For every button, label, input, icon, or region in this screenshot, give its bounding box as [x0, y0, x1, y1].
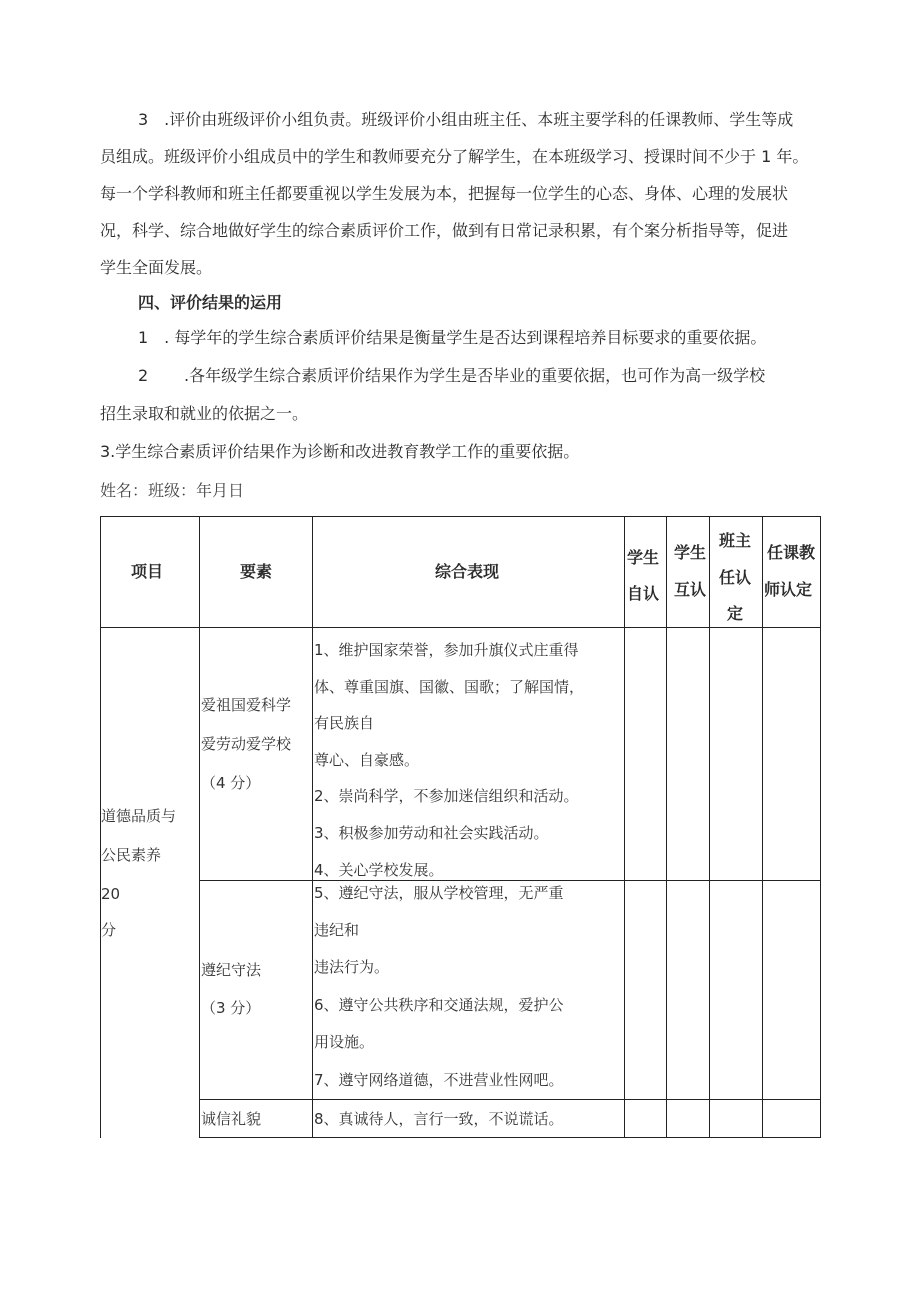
performance-line: 违纪和	[314, 921, 360, 939]
header-self-assessment-line-1: 学生	[627, 548, 660, 567]
performance-line: 4、关心学校发展。	[314, 861, 444, 879]
header-subject-teacher-line-1: 任课教	[767, 543, 816, 562]
result-item-2-number: 2	[138, 366, 149, 385]
header-self-assessment-line-2: 自认	[627, 584, 660, 603]
header-item: 项目	[131, 562, 164, 581]
paragraph-3-line-2: 员组成。班级评价小组成员中的学生和教师要充分了解学生，在本班级学习、授课时间不少于 1 年。	[100, 147, 809, 166]
header-peer-assessment-line-2: 互认	[674, 580, 707, 599]
header-element: 要素	[240, 562, 273, 581]
element-label: 诚信礼貌	[201, 1110, 262, 1128]
header-subject-teacher-line-2: 师认定	[764, 580, 813, 599]
section-heading: 四、评价结果的运用	[138, 293, 283, 312]
header-peer-assessment-line-1: 学生	[674, 543, 707, 562]
result-item-3: 3.学生综合素质评价结果作为诊断和改进教育教学工作的重要依据。	[100, 442, 580, 461]
performance-line: 5、遵纪守法，服从学校管理，无严重	[314, 884, 564, 902]
performance-line: 用设施。	[314, 1033, 375, 1051]
result-item-1: 1 . 每学年的学生综合素质评价结果是衡量学生是否达到课程培养目标要求的重要依据。	[138, 328, 767, 347]
header-head-teacher-line-2: 任认	[719, 568, 752, 587]
category-label-line-1: 道德品质与	[101, 807, 177, 825]
performance-line: 尊心、自豪感。	[314, 751, 420, 769]
performance-line: 违法行为。	[314, 958, 390, 976]
header-head-teacher-line-3: 定	[727, 604, 744, 623]
paragraph-3-line-1: 3 .评价由班级评价小组负责。班级评价小组由班主任、本班主要学科的任课教师、学生等成	[138, 110, 794, 129]
performance-line: 7、遵守网络道德，不进营业性网吧。	[314, 1071, 564, 1089]
header-performance: 综合表现	[435, 562, 500, 581]
result-item-2: .各年级学生综合素质评价结果作为学生是否毕业的重要依据，也可作为高一级学校	[184, 366, 766, 385]
result-item-2-line-2: 招生录取和就业的依据之一。	[100, 404, 309, 423]
paragraph-3-line-5: 学生全面发展。	[100, 258, 213, 277]
element-score: （4 分）	[201, 774, 261, 792]
performance-line: 1、维护国家荣誉，参加升旗仪式庄重得	[314, 641, 579, 659]
element-label: 爱祖国爱科学	[201, 696, 292, 714]
category-label-line-2: 公民素养	[101, 846, 162, 864]
paragraph-3-line-3: 每一个学科教师和班主任都要重视以学生发展为本，把握每一位学生的心态、身体、心理的发展状	[100, 184, 789, 203]
category-score: 20	[101, 885, 121, 903]
form-info-line: 姓名：班级：年月日	[100, 481, 245, 500]
performance-line: 体、尊重国旗、国徽、国歌；了解国情，	[314, 678, 585, 696]
performance-line: 3、积极参加劳动和社会实践活动。	[314, 824, 549, 842]
performance-line: 6、遵守公共秩序和交通法规，爱护公	[314, 996, 564, 1014]
element-score: （3 分）	[201, 999, 261, 1017]
performance-line: 2、崇尚科学，不参加迷信组织和活动。	[314, 787, 579, 805]
performance-line: 8、真诚待人，言行一致，不说谎话。	[314, 1110, 564, 1128]
header-head-teacher-line-1: 班主	[719, 531, 752, 550]
performance-line: 有民族自	[314, 714, 375, 732]
element-label: 遵纪守法	[201, 961, 262, 979]
category-score-unit: 分	[101, 921, 117, 939]
element-label: 爱劳动爱学校	[201, 735, 292, 753]
paragraph-3-line-4: 况，科学、综合地做好学生的综合素质评价工作，做到有日常记录积累，有个案分析指导等，促进	[100, 221, 789, 240]
